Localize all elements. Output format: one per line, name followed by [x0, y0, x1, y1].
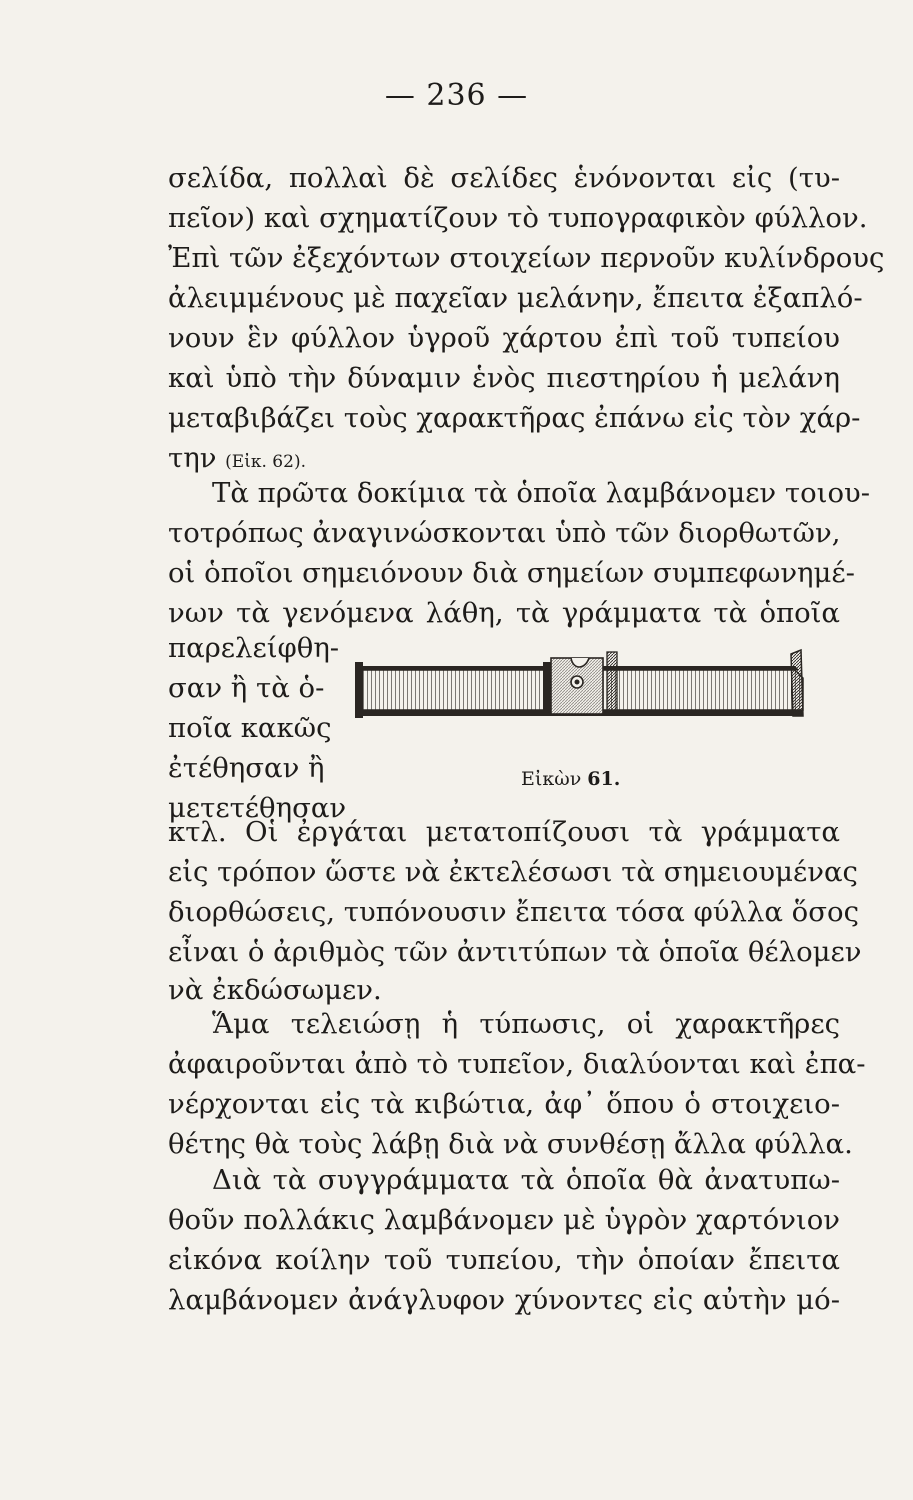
figure-caption-prefix: Εἰκὼν	[521, 768, 582, 790]
text-line: εἰς τρόπον ὥστε νὰ ἐκτελέσωσι τὰ σημειουμένας	[168, 856, 858, 888]
figure-reference: (Εἰκ. 62).	[225, 452, 306, 472]
text-line: κτλ. Οἱ ἐργάται μετατοπίζουσι τὰ γράμματα	[168, 816, 840, 848]
text-line: νέρχονται εἰς τὰ κιβώτια, ἀφ᾽ ὅπου ὁ στοιχειο-	[168, 1088, 840, 1120]
text-line: καὶ ὑπὸ τὴν δύναμιν ἑνὸς πιεστηρίου ἡ μελάνη	[168, 362, 840, 394]
text-line-word: την	[168, 442, 217, 474]
text-line: νὰ ἐκδώσωμεν.	[168, 974, 382, 1006]
text-line: τοτρόπως ἀναγινώσκονται ὑπὸ τῶν διορθωτῶν,	[168, 517, 841, 549]
text-line: σελίδα, πολλαὶ δὲ σελίδες ἑνόνονται εἰς (τυ-	[168, 162, 840, 194]
text-line: πεῖον) καὶ σχηματίζουν τὸ τυπογραφικὸν φύλλον.	[168, 202, 868, 234]
text-line: νων τὰ γενόμενα λάθη, τὰ γράμματα τὰ ὁποῖα	[168, 597, 840, 629]
text-line: Ἅμα τελειώσῃ ἡ τύπωσις, οἱ χαρακτῆρες	[212, 1008, 840, 1040]
text-line: μεταβιβάζει τοὺς χαρακτῆρας ἐπάνω εἰς τὸν χάρ-	[168, 402, 861, 434]
figure-caption-number: 61.	[587, 768, 621, 790]
text-line: θοῦν πολλάκις λαμβάνομεν μὲ ὑγρὸν χαρτόνιον	[168, 1204, 840, 1236]
text-line: οἱ ὁποῖοι σημειόνουν διὰ σημείων συμπεφωνημέ-	[168, 557, 855, 589]
text-line: διορθώσεις, τυπόνουσιν ἔπειτα τόσα φύλλα ὅσος	[168, 896, 859, 928]
text-line: νουν ἓν φύλλον ὑγροῦ χάρτου ἐπὶ τοῦ τυπείου	[168, 322, 840, 354]
text-line: ποῖα κακῶς	[168, 712, 332, 744]
text-line: εἶναι ὁ ἀριθμὸς τῶν ἀντιτύπων τὰ ὁποῖα θέλομεν	[168, 936, 862, 968]
text-line: εἰκόνα κοίλην τοῦ τυπείου, τὴν ὁποίαν ἔπειτα	[168, 1244, 840, 1276]
text-line: μετετέθησαν	[168, 792, 347, 824]
text-line: σαν ἢ τὰ ὁ-	[168, 672, 325, 704]
text-line: ἐτέθησαν ἢ	[168, 752, 325, 784]
text-line: Ἐπὶ τῶν ἐξεχόντων στοιχείων περνοῦν κυλίνδρους	[168, 242, 885, 274]
text-line: ἀφαιροῦνται ἀπὸ τὸ τυπεῖον, διαλύονται καὶ ἐπα-	[168, 1048, 866, 1080]
text-line: ἀλειμμένους μὲ παχεῖαν μελάνην, ἔπειτα ἐξαπλό-	[168, 282, 863, 314]
figure-caption	[521, 768, 620, 790]
page-number: — 236 —	[384, 78, 529, 113]
text-line: λαμβάνομεν ἀνάγλυφον χύνοντες εἰς αὐτὴν μό-	[168, 1284, 840, 1316]
composing-stick-illustration	[355, 648, 807, 728]
text-line: Τὰ πρῶτα δοκίμια τὰ ὁποῖα λαμβάνομεν τοιου-	[212, 477, 871, 509]
text-line: Διὰ τὰ συγγράμματα τὰ ὁποῖα θὰ ἀνατυπω-	[212, 1164, 840, 1196]
text-line: θέτης θὰ τοὺς λάβῃ διὰ νὰ συνθέσῃ ἄλλα φύλλα.	[168, 1128, 853, 1160]
text-line: παρελείφθη-	[168, 632, 340, 664]
